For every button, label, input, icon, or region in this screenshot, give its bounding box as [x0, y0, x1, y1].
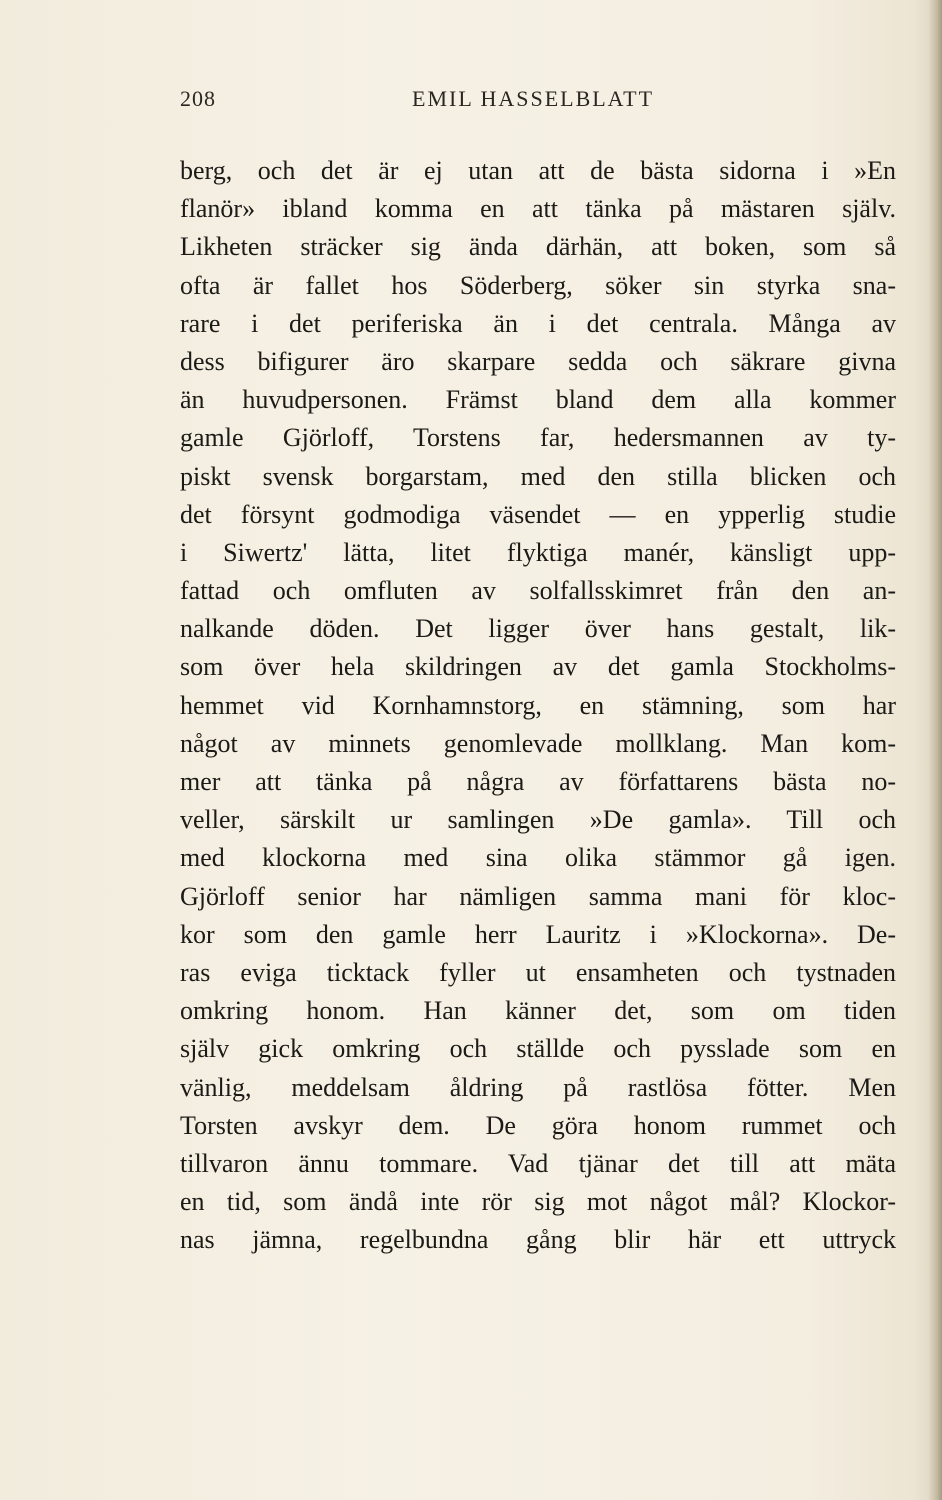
- text-line: det försynt godmodiga väsendet — en ypperlig studie: [180, 499, 896, 529]
- text-line: kor som den gamle herr Lauritz i »Klockorna». De-: [180, 919, 896, 949]
- page-edge: [928, 0, 942, 1500]
- text-line: hemmet vid Kornhamnstorg, en stämning, som har: [180, 690, 896, 720]
- text-line: i Siwertz' lätta, litet flyktiga manér, känsligt upp-: [180, 537, 896, 567]
- text-line: piskt svensk borgarstam, med den stilla blicken och: [180, 461, 896, 491]
- text-line: nalkande döden. Det ligger över hans gestalt, lik-: [180, 614, 896, 644]
- text-line: fattad och omfluten av solfallsskimret från den an-: [180, 576, 896, 606]
- text-line: ofta är fallet hos Söderberg, söker sin styrka sna-: [180, 270, 896, 300]
- text-line: berg, och det är ej utan att de bästa sidorna i »En: [180, 156, 896, 185]
- text-line: nas jämna, regelbundna gång blir här ett uttryck: [180, 1225, 896, 1255]
- text-line: veller, särskilt ur samlingen »De gamla». Till och: [180, 805, 896, 835]
- running-head: EMIL HASSELBLATT: [412, 86, 655, 111]
- page-header: [180, 86, 896, 118]
- text-line: dess bifigurer äro skarpare sedda och säkrare givna: [180, 346, 896, 376]
- text-line: Torsten avskyr dem. De göra honom rummet och: [180, 1110, 896, 1140]
- text-line: tillvaron ännu tommare. Vad tjänar det till att mäta: [180, 1148, 896, 1178]
- text-line: med klockorna med sina olika stämmor gå igen.: [180, 843, 896, 873]
- text-line: flanör» ibland komma en att tänka på mästaren själv.: [180, 194, 896, 224]
- text-line: vänlig, meddelsam åldring på rastlösa fötter. Men: [180, 1072, 896, 1102]
- text-line: mer att tänka på några av författarens bästa no-: [180, 767, 896, 796]
- text-line: gamle Gjörloff, Torstens far, hedersmannen av ty-: [180, 423, 896, 453]
- text-line: omkring honom. Han känner det, som om tiden: [180, 996, 896, 1026]
- text-line: själv gick omkring och ställde och pysslade som en: [180, 1034, 896, 1064]
- text-line: Gjörloff senior har nämligen samma mani för kloc-: [180, 881, 896, 911]
- text-line: Likheten sträcker sig ända därhän, att boken, som så: [180, 232, 896, 262]
- text-line: än huvudpersonen. Främst bland dem alla kommer: [180, 385, 896, 415]
- text-line: något av minnets genomlevade mollklang. Man kom-: [180, 728, 896, 758]
- text-line: rare i det periferiska än i det centrala. Många av: [180, 308, 896, 338]
- text-line: ras eviga ticktack fyller ut ensamheten och tystnaden: [180, 957, 896, 987]
- page-number: 208: [180, 86, 216, 111]
- text-line: som över hela skildringen av det gamla Stockholms-: [180, 652, 896, 682]
- body-text: [180, 152, 896, 1259]
- text-line: en tid, som ändå inte rör sig mot något mål? Klockor-: [180, 1187, 896, 1217]
